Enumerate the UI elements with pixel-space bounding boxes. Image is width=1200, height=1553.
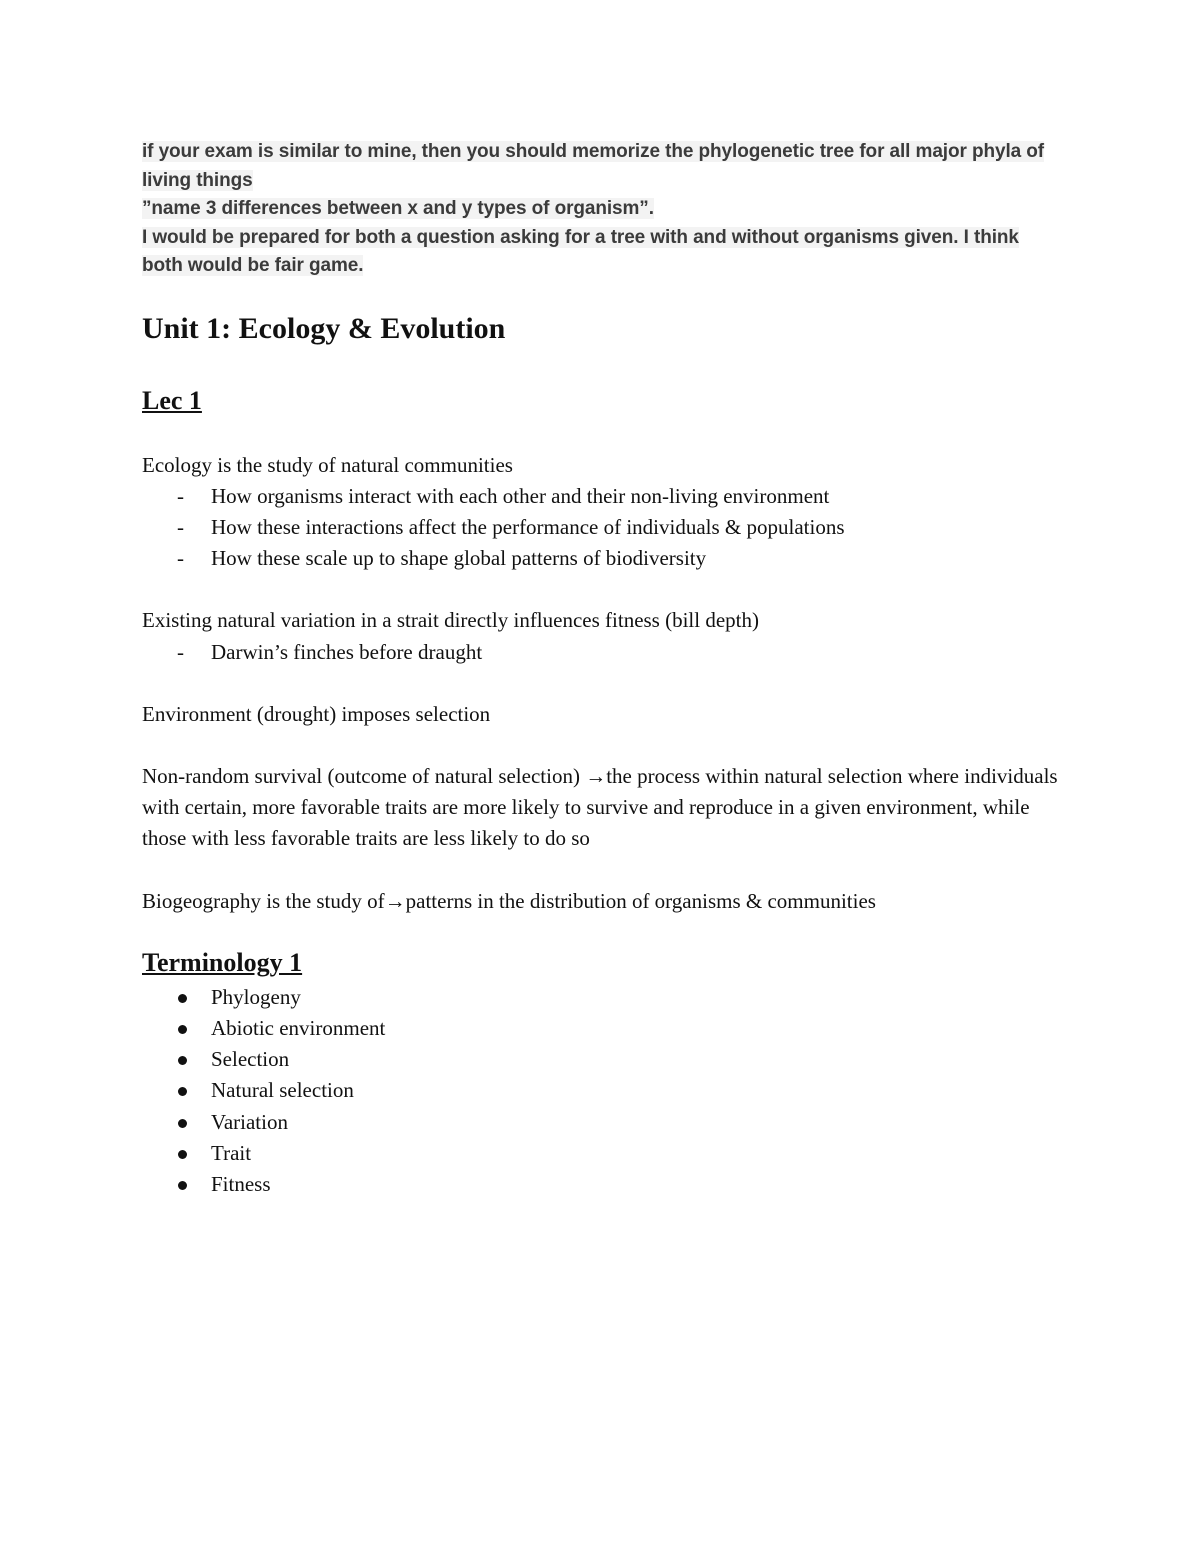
list-item-text: How organisms interact with each other and their non-living environment — [211, 483, 830, 508]
list-item — [142, 1169, 1062, 1200]
dash-marker: - — [177, 639, 184, 664]
list-item — [142, 637, 1062, 668]
list-item-text: Darwin’s finches before draught — [211, 639, 483, 664]
list-item — [142, 1138, 1062, 1169]
exam-note-line-1: if your exam is similar to mine, then you should memorize the phylogenetic tree for all major phyla of living things — [142, 141, 1044, 191]
biogeography-paragraph: Biogeography is the study of→patterns in the distribution of organisms & communities — [142, 888, 876, 913]
list-item — [142, 982, 1062, 1013]
list-item-text: Fitness — [211, 1171, 271, 1196]
list-item — [142, 1044, 1062, 1075]
list-item-text: Abiotic environment — [211, 1015, 386, 1040]
list-item-text: How these scale up to shape global patterns of biodiversity — [211, 546, 707, 571]
bullet-icon — [178, 1025, 187, 1034]
dash-marker: - — [177, 546, 184, 571]
list-item — [142, 512, 1062, 543]
list-item — [142, 1107, 1062, 1138]
list-item-text: Variation — [211, 1109, 288, 1134]
list-item-text: Phylogeny — [211, 984, 301, 1009]
variation-paragraph: Existing natural variation in a strait directly influences fitness (bill depth) — [142, 608, 759, 633]
exam-note-line-3: I would be prepared for both a question asking for a tree with and without organisms given. I think both would be fair game. — [142, 226, 1019, 276]
bullet-icon — [178, 1181, 187, 1190]
ecology-list — [142, 481, 1062, 575]
list-item-text: How these interactions affect the performance of individuals & populations — [211, 514, 845, 539]
variation-list — [142, 637, 1062, 668]
exam-note-line-2: ”name 3 differences between x and y types of organism”. — [142, 198, 654, 219]
list-item-text: Natural selection — [211, 1078, 354, 1103]
bullet-icon — [178, 1056, 187, 1065]
terminology-heading: Terminology 1 — [142, 947, 303, 977]
list-item — [142, 543, 1062, 574]
dash-marker: - — [177, 483, 184, 508]
bullet-icon — [178, 994, 187, 1003]
ecology-definition: Ecology is the study of natural communities — [142, 452, 513, 477]
list-item — [142, 481, 1062, 512]
nonrandom-survival-paragraph: Non-random survival (outcome of natural selection) →the process within natural selection where individuals with certain, more favorable traits are more likely to survive and reproduce in a given environment, while those with less favorable traits are less likely to do so — [142, 763, 1058, 851]
unit-title: Unit 1: Ecology & Evolution — [142, 311, 506, 345]
bullet-icon — [178, 1150, 187, 1159]
list-item — [142, 1013, 1062, 1044]
list-item — [142, 1075, 1062, 1106]
list-item-text: Trait — [211, 1140, 252, 1165]
terminology-list — [142, 982, 1062, 1200]
bullet-icon — [178, 1119, 187, 1128]
environment-paragraph: Environment (drought) imposes selection — [142, 701, 491, 726]
list-item-text: Selection — [211, 1047, 290, 1072]
bullet-icon — [178, 1087, 187, 1096]
exam-note — [142, 138, 1062, 281]
lecture-heading: Lec 1 — [142, 385, 202, 415]
dash-marker: - — [177, 514, 184, 539]
document-page — [142, 138, 1062, 1200]
